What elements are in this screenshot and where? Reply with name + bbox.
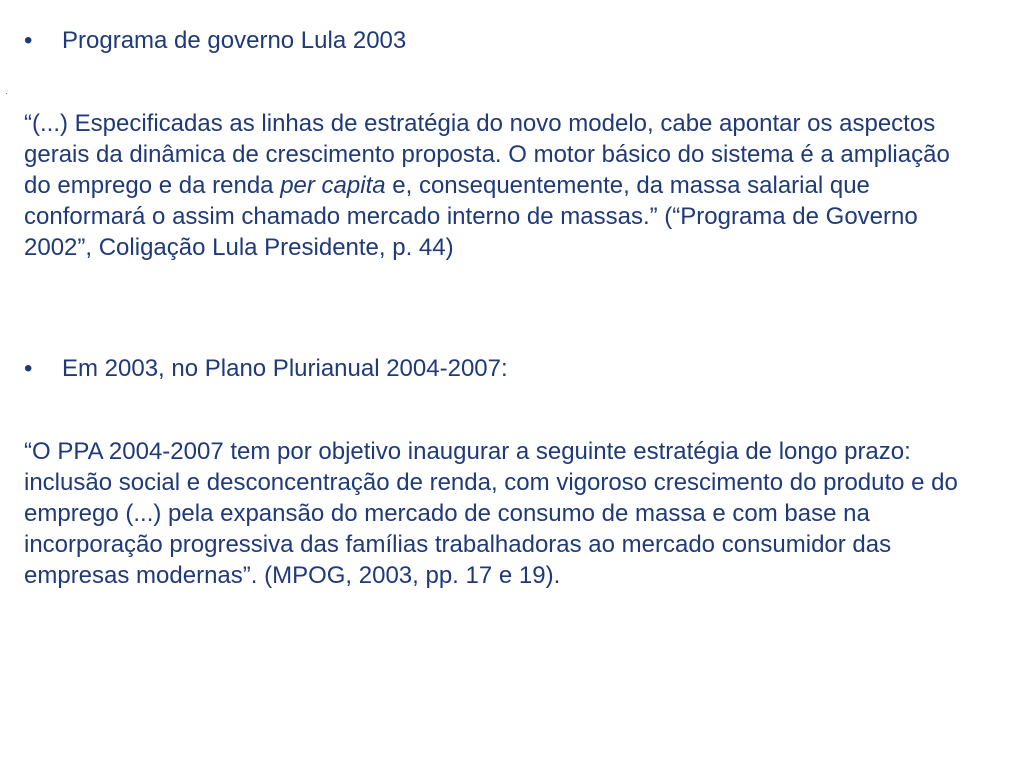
bullet-text: Programa de governo Lula 2003 — [62, 27, 407, 54]
quote-text-part-2: e, consequentemente, da massa salarial que conformará o assim chamado mercado interno de massas.” (“Programa de Governo 2002”, Coligação Lula Presidente, p. 44) — [24, 172, 918, 261]
quote-italic-text: per capita — [280, 172, 386, 199]
bullet-item-programa — [24, 26, 984, 56]
bullet-item-ppa — [24, 354, 984, 384]
quote-ppa: “O PPA 2004-2007 tem por objetivo inaugurar a seguinte estratégia de longo prazo: inclusão social e desconcentração de renda, com vigoroso crescimento do produto e do emprego (...) pela expansão do mercado de consumo de massa e com base na incorporação progressiva das famílias trabalhadoras ao mercado consumidor das empresas modernas”. (MPOG, 2003, pp. 17 e 19). — [24, 438, 958, 589]
quote-programa-governo — [24, 108, 959, 263]
quote-text-part-1: “(...) Especificadas as linhas de estratégia do novo modelo, cabe apontar os aspectos gerais da dinâmica de crescimento proposta. O motor básico do sistema é a ampliação do emprego e da renda — [24, 110, 950, 199]
bullet-icon: • — [24, 355, 33, 382]
tiny-mark: · — [5, 89, 8, 98]
bullet-text: Em 2003, no Plano Plurianual 2004-2007: — [62, 355, 508, 382]
bullet-icon: • — [24, 27, 33, 54]
